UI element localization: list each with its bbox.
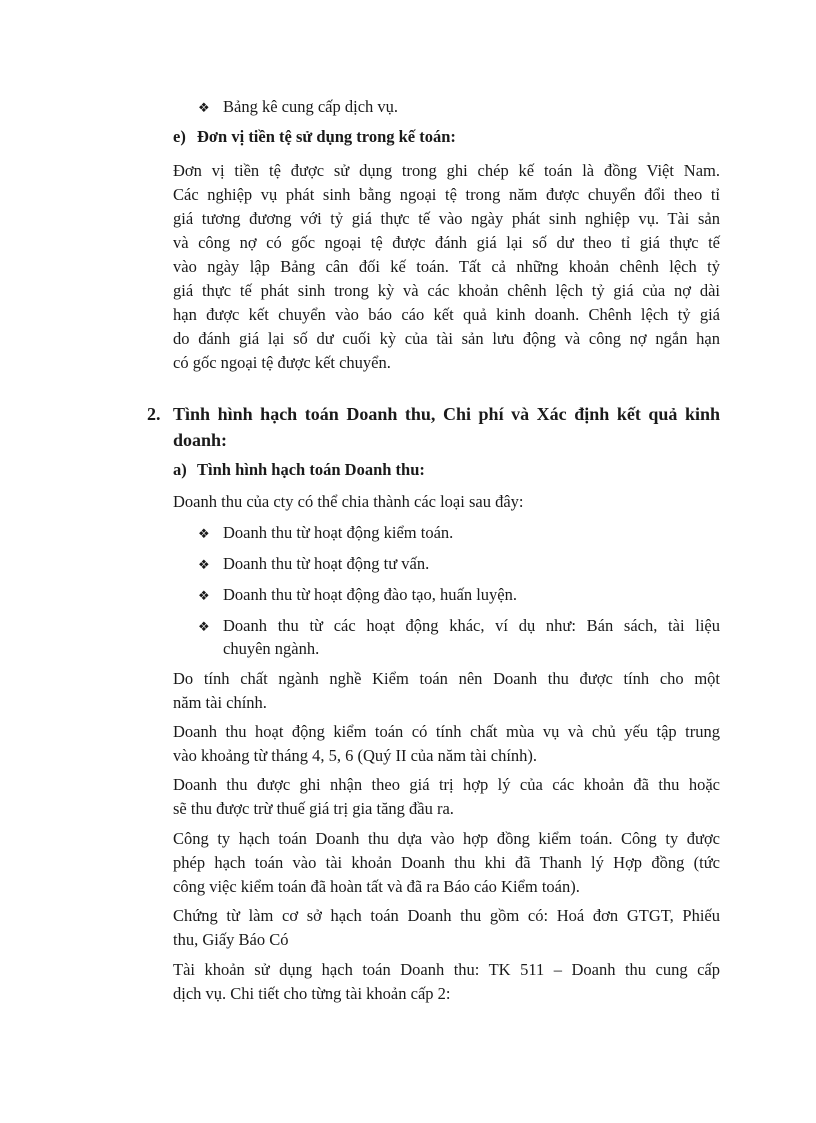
paragraph-line: giá tương đương với tỷ giá thực tế vào ngày phát sinh nghiệp vụ. Tài sản bbox=[173, 209, 720, 228]
bullet-icon: ❖ bbox=[198, 588, 210, 603]
paragraph-line: giá thực tế phát sinh trong kỳ và các khoản chênh lệch tỷ giá của nợ dài bbox=[173, 281, 720, 300]
paragraph-line: Công ty hạch toán Doanh thu dựa vào hợp đồng kiểm toán. Công ty được bbox=[173, 829, 720, 848]
paragraph-line: Tài khoản sử dụng hạch toán Doanh thu: TK 511 – Doanh thu cung cấp bbox=[173, 960, 720, 979]
bullet-icon: ❖ bbox=[198, 557, 210, 572]
paragraph-line: dịch vụ. Chi tiết cho từng tài khoản cấp 2: bbox=[173, 984, 451, 1003]
paragraph-line: có gốc ngoại tệ được kết chuyển. bbox=[173, 353, 391, 372]
section-e-heading: Đơn vị tiền tệ sử dụng trong kế toán: bbox=[197, 127, 456, 146]
section-a-heading: Tình hình hạch toán Doanh thu: bbox=[197, 460, 425, 479]
bullet-item: Doanh thu từ các hoạt động khác, ví dụ như: Bán sách, tài liệu bbox=[223, 616, 720, 635]
bullet-icon: ❖ bbox=[198, 100, 210, 115]
section-2-number: 2. bbox=[147, 404, 161, 424]
paragraph-line: sẽ thu được trừ thuế giá trị gia tăng đầu ra. bbox=[173, 799, 454, 818]
section-e-label: e) bbox=[173, 127, 186, 146]
section-a-label: a) bbox=[173, 460, 187, 479]
paragraph-line: phép hạch toán vào tài khoản Doanh thu khi đã Thanh lý Hợp đồng (tức bbox=[173, 853, 720, 872]
paragraph-line: Chứng từ làm cơ sở hạch toán Doanh thu gồm có: Hoá đơn GTGT, Phiếu bbox=[173, 906, 720, 925]
paragraph-line: Do tính chất ngành nghề Kiểm toán nên Doanh thu được tính cho một bbox=[173, 669, 720, 688]
paragraph-line: hạn được kết chuyển vào báo cáo kết quả kinh doanh. Chênh lệch tỷ giá bbox=[173, 305, 720, 324]
paragraph-line: thu, Giấy Báo Có bbox=[173, 930, 289, 949]
bullet-item: Doanh thu từ hoạt động tư vấn. bbox=[223, 554, 430, 573]
paragraph-line: và công nợ có gốc ngoại tệ được đánh giá lại số dư theo tỉ giá thực tế bbox=[173, 233, 720, 252]
bullet-item: Doanh thu từ hoạt động kiểm toán. bbox=[223, 523, 454, 542]
paragraph-line: Các nghiệp vụ phát sinh bằng ngoại tệ trong năm được chuyển đổi theo tỉ bbox=[173, 185, 720, 204]
paragraph-line: công việc kiểm toán đã hoàn tất và đã ra Báo cáo Kiểm toán). bbox=[173, 877, 580, 896]
paragraph-line: Doanh thu hoạt động kiểm toán có tính chất mùa vụ và chủ yếu tập trung bbox=[173, 722, 720, 741]
section-2-title-cont: doanh: bbox=[173, 430, 228, 450]
bullet-item: Doanh thu từ hoạt động đào tạo, huấn luyện. bbox=[223, 585, 517, 604]
paragraph-line: do đánh giá lại số dư cuối kỳ của tài sản lưu động và công nợ ngắn hạn bbox=[173, 329, 720, 348]
bullet-item-cont: chuyên ngành. bbox=[223, 639, 320, 658]
paragraph-line: Doanh thu được ghi nhận theo giá trị hợp lý của các khoản đã thu hoặc bbox=[173, 775, 720, 794]
bullet-icon: ❖ bbox=[198, 526, 210, 541]
paragraph-line: năm tài chính. bbox=[173, 693, 267, 712]
bullet-item: Bảng kê cung cấp dịch vụ. bbox=[223, 97, 399, 116]
paragraph-line: vào khoảng từ tháng 4, 5, 6 (Quý II của năm tài chính). bbox=[173, 746, 538, 765]
paragraph-line: vào ngày lập Bảng cân đối kế toán. Tất cả những khoản chênh lệch tỷ bbox=[173, 257, 720, 276]
section-a-intro: Doanh thu của cty có thể chia thành các loại sau đây: bbox=[173, 492, 524, 511]
paragraph-line: Đơn vị tiền tệ được sử dụng trong ghi chép kế toán là đồng Việt Nam. bbox=[173, 161, 720, 180]
section-2-title: Tình hình hạch toán Doanh thu, Chi phí và Xác định kết quả kinh bbox=[173, 404, 720, 424]
bullet-icon: ❖ bbox=[198, 619, 210, 634]
